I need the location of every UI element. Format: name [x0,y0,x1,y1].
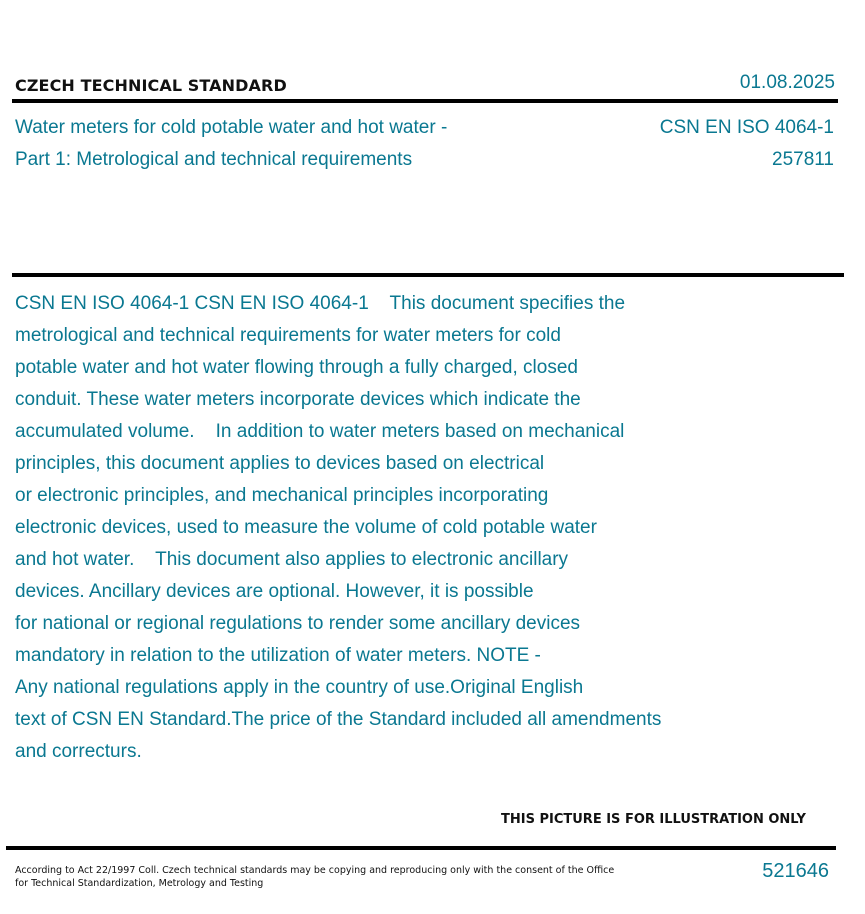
abstract-line: or electronic principles, and mechanical principles incorporating [15,485,549,506]
abstract-line: for national or regional regulations to render some ancillary devices [15,613,581,634]
abstract-line: and hot water. This document also applies to electronic ancillary [15,549,569,570]
abstract-line: mandatory in relation to the utilization of water meters. NOTE - [15,645,541,666]
catalog-number: 257811 [772,149,834,170]
abstract-line: and correcturs. [15,741,142,762]
abstract-line: Any national regulations apply in the country of use.Original English [15,677,584,698]
abstract-line: CSN EN ISO 4064-1 CSN EN ISO 4064-1 This document specifies the [15,293,626,314]
legal-notice-line: for Technical Standardization, Metrology and Testing [15,878,264,889]
abstract-line: potable water and hot water flowing through a fully charged, closed [15,357,578,378]
abstract-line: text of CSN EN Standard.The price of the Standard included all amendments [15,709,662,730]
legal-notice-line: According to Act 22/1997 Coll. Czech technical standards may be copying and reproducing only with the consent of the Office [15,865,615,876]
document-id: 521646 [762,860,829,882]
header-divider [12,99,838,103]
abstract-line: principles, this document applies to devices based on electrical [15,453,545,474]
abstract-line: accumulated volume. In addition to water meters based on mechanical [15,421,625,442]
abstract-line: electronic devices, used to measure the volume of cold potable water [15,517,597,538]
title-divider [12,273,844,277]
abstract-line: devices. Ancillary devices are optional. However, it is possible [15,581,534,602]
footer-divider [6,846,836,850]
legal-notice [15,864,614,890]
abstract-line: metrological and technical requirements for water meters for cold [15,325,561,346]
standard-title-line-1: Water meters for cold potable water and hot water - [15,117,448,138]
abstract-line: conduit. These water meters incorporate devices which indicate the [15,389,581,410]
publication-date: 01.08.2025 [739,72,835,93]
document-abstract [15,288,775,768]
standard-type-label: CZECH TECHNICAL STANDARD [15,76,287,95]
standard-code: CSN EN ISO 4064-1 [659,117,834,138]
standard-title-line-2: Part 1: Metrological and technical requirements [15,149,413,170]
illustration-disclaimer: THIS PICTURE IS FOR ILLUSTRATION ONLY [501,812,806,827]
